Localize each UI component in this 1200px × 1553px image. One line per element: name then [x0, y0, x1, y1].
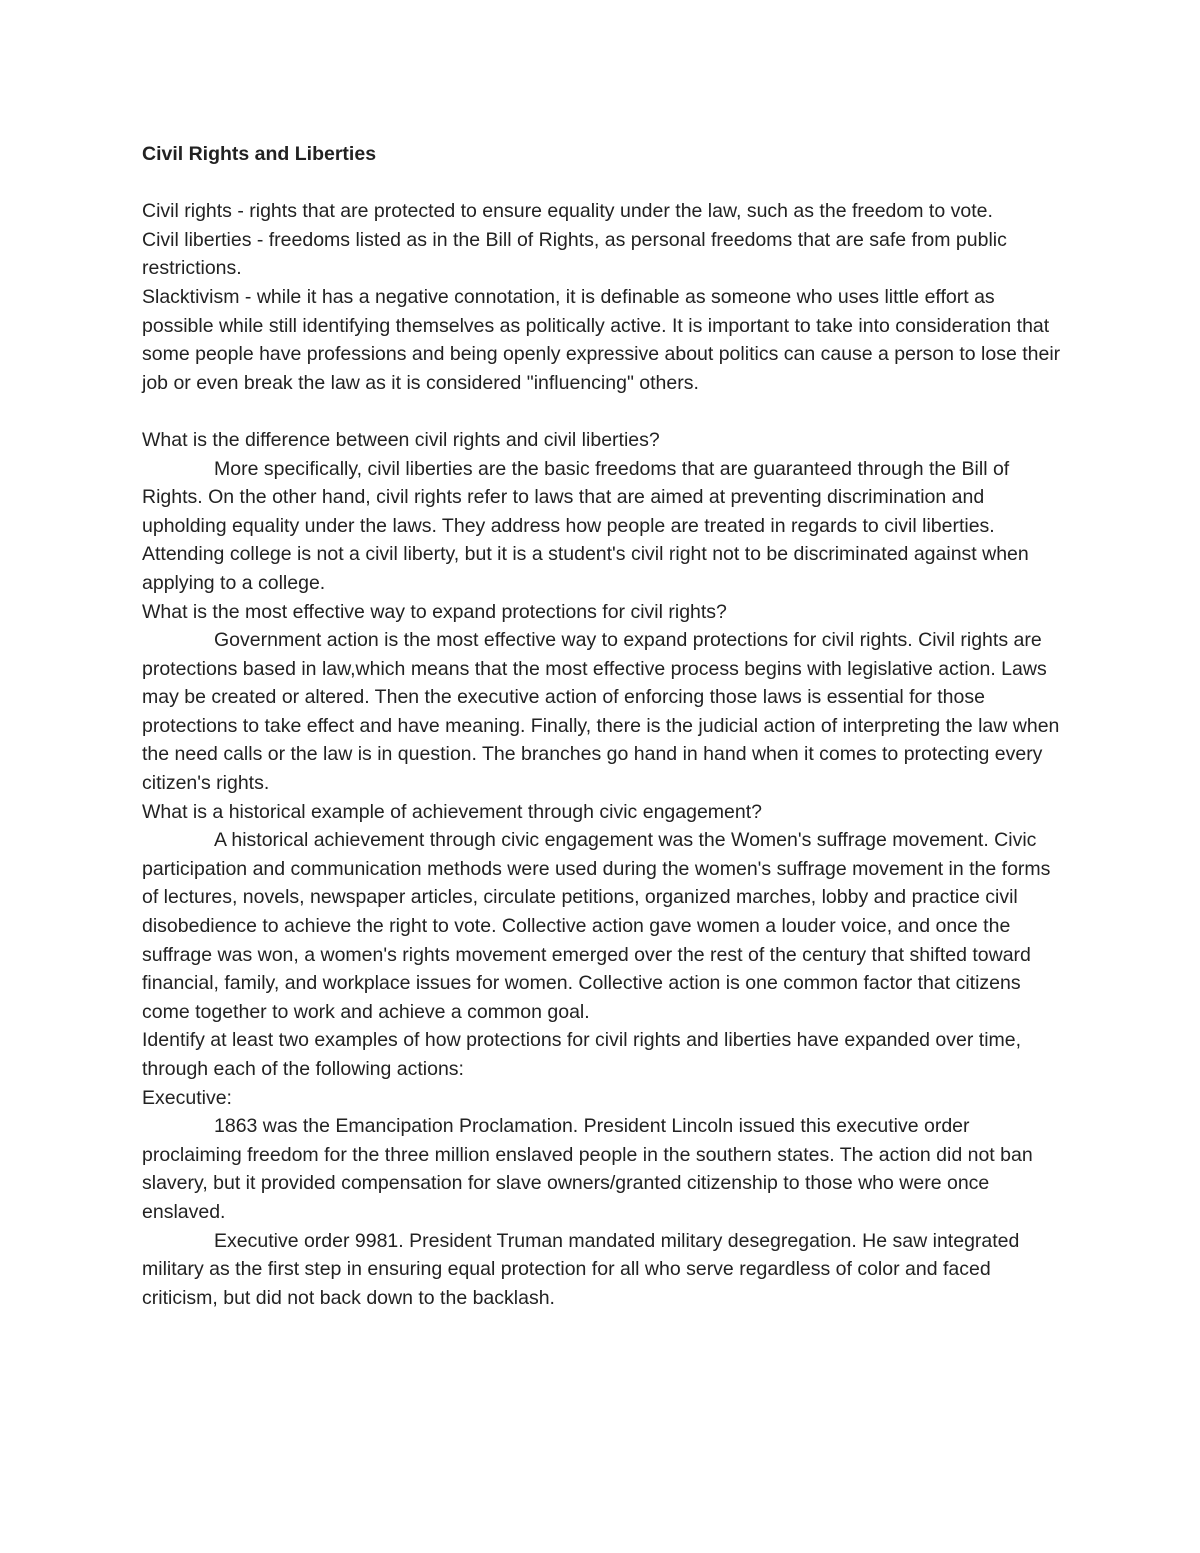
definition-slacktivism: Slacktivism - while it has a negative connotation, it is definable as someone who uses little effort as possible while still identifying themselves as politically active. It is important to take into consideration that some people have professions and being openly expressive about politics can cause a person to lose their job or even break the law as it is considered "influencing" others.: [142, 285, 1061, 394]
question-3: What is a historical example of achievement through civic engagement?: [142, 800, 762, 823]
definition-civil-rights: Civil rights - rights that are protected to ensure equality under the law, such as the freedom to vote.: [142, 200, 993, 223]
document-body: [142, 140, 1062, 1312]
paragraph-gap: [142, 397, 1062, 426]
question-4: Identify at least two examples of how protections for civil rights and liberties have expanded over time, through each of the following actions:: [142, 1029, 1022, 1080]
definition-civil-liberties: Civil liberties - freedoms listed as in the Bill of Rights, as personal freedoms that are safe from public restrictions.: [142, 228, 1007, 280]
answer-2: Government action is the most effective way to expand protections for civil rights. Civil rights are protections based in law,which means that the most effective process begins with legislative action. Laws may be created or altered. Then the executive action of enforcing those laws is essential for those protections to take effect and have meaning. Finally, there is the judicial action of interpreting the law when the need calls or the law is in question. The branches go hand in hand when it comes to protecting every citizen's rights.: [142, 629, 1060, 795]
answer-3: A historical achievement through civic engagement was the Women's suffrage movement. Civic participation and communication methods were used during the women's suffrage movement in the forms of lectures, novels, newspaper articles, circulate petitions, organized marches, lobby and practice civil disobedience to achieve the right to vote. Collective action gave women a louder voice, and once the suffrage was won, a women's rights movement emerged over the rest of the century that shifted toward financial, family, and workplace issues for women. Collective action is one common factor that citizens come together to work and achieve a common goal.: [142, 829, 1051, 1023]
executive-example-2: Executive order 9981. President Truman mandated military desegregation. He saw integrated military as the first step in ensuring equal protection for all who serve regardless of color and faced criticism, but did not back down to the backlash.: [142, 1229, 1020, 1309]
executive-label: Executive:: [142, 1086, 232, 1109]
answer-1: More specifically, civil liberties are the basic freedoms that are guaranteed through the Bill of Rights. On the other hand, civil rights refer to laws that are aimed at preventing discrimination and upholding equality under the laws. They address how people are treated in regards to civil liberties. Attending college is not a civil liberty, but it is a student's civil right not to be discriminated against when applying to a college.: [142, 457, 1029, 594]
question-1: What is the difference between civil rights and civil liberties?: [142, 428, 660, 451]
executive-example-1: 1863 was the Emancipation Proclamation. President Lincoln issued this executive order proclaiming freedom for the three million enslaved people in the southern states. The action did not ban slavery, but it provided compensation for slave owners/granted citizenship to those who were once enslaved.: [142, 1115, 1033, 1223]
question-2: What is the most effective way to expand protections for civil rights?: [142, 600, 727, 623]
document-title: Civil Rights and Liberties: [142, 143, 377, 165]
